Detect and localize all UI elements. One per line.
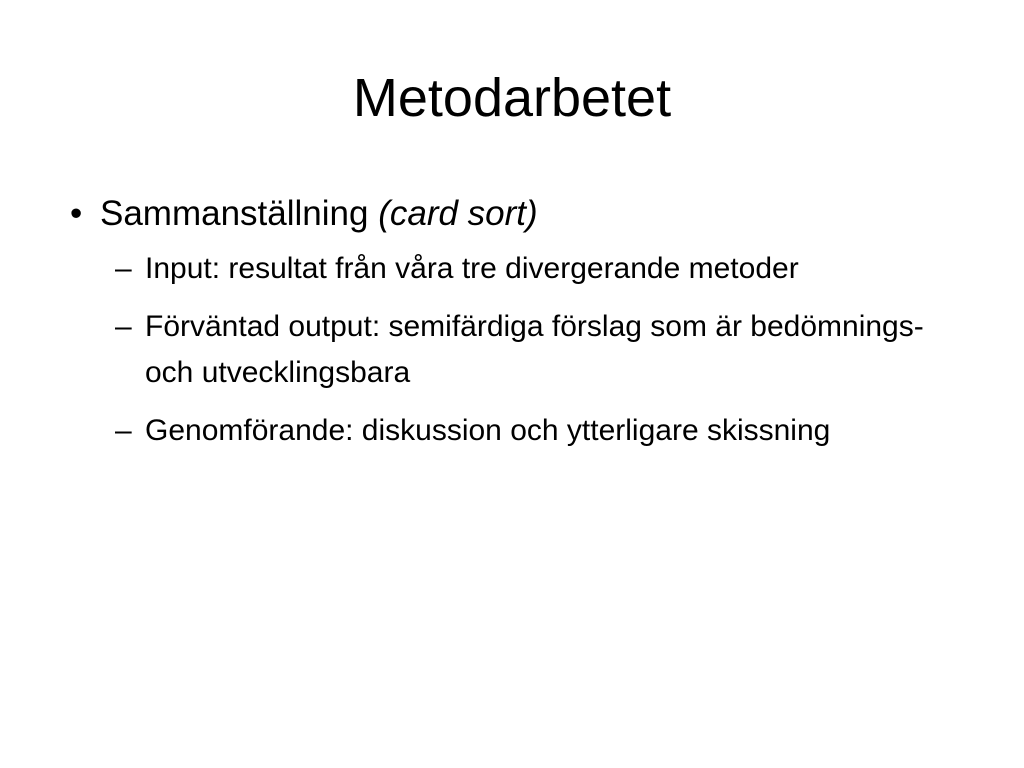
sub-bullet-text: Genomförande: diskussion och ytterligare skissning <box>145 414 831 447</box>
dash-marker: – <box>115 414 132 447</box>
bullet-italic-text: (card sort) <box>378 194 538 233</box>
bullet-text: Sammanställning <box>100 194 379 233</box>
sub-bullet-text: Förväntad output: semifärdiga förslag som är bedömnings- och utvecklingsbara <box>145 310 924 389</box>
bullet-item <box>70 190 950 238</box>
sub-bullet-item <box>70 246 950 292</box>
slide-title: Metodarbetet <box>352 68 672 128</box>
sub-bullet-item <box>70 304 950 396</box>
slide-content <box>70 190 950 466</box>
dash-marker: – <box>115 252 132 285</box>
dash-marker: – <box>115 310 132 343</box>
sub-bullet-list <box>70 246 950 454</box>
sub-bullet-item <box>70 408 950 454</box>
sub-bullet-text: Input: resultat från våra tre divergerande metoder <box>145 252 799 285</box>
bullet-marker: • <box>70 194 83 233</box>
